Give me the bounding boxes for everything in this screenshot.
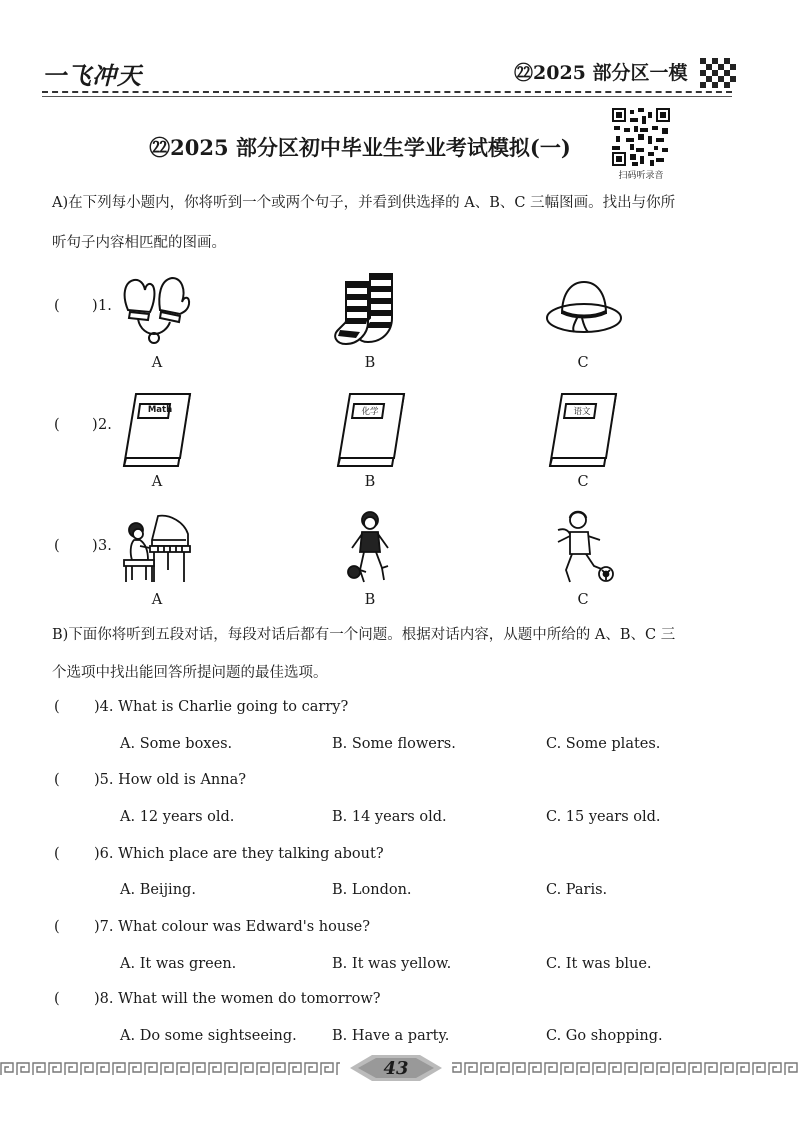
girl-playing-basketball-icon[interactable]: [342, 508, 402, 588]
option-c[interactable]: C. It was blue.: [546, 956, 652, 972]
option-a[interactable]: A. Do some sightseeing.: [120, 1028, 297, 1044]
question-text: )4. What is Charlie going to carry?: [94, 699, 349, 715]
answer-paren-open: (: [54, 772, 60, 788]
option-a[interactable]: A. It was green.: [120, 956, 237, 972]
book-title-chinese: 语文: [573, 407, 591, 417]
question-number: 3.: [98, 538, 112, 554]
question-number: 1.: [98, 298, 112, 314]
option-c[interactable]: C. Some plates.: [546, 736, 661, 752]
question-text: )6. Which place are they talking about?: [94, 846, 384, 862]
girl-playing-football-icon[interactable]: [550, 508, 620, 588]
picture-label-c: C: [577, 592, 589, 608]
option-b[interactable]: B. London.: [332, 882, 412, 898]
option-c[interactable]: C. Paris.: [546, 882, 608, 898]
answer-paren-open: (: [54, 919, 60, 935]
answer-paren-open: (: [54, 699, 60, 715]
picture-label-c: C: [577, 474, 589, 490]
picture-label-a: A: [151, 355, 163, 371]
girl-playing-piano-icon[interactable]: [118, 510, 194, 586]
page-number: 43: [383, 1058, 409, 1079]
math-book-icon[interactable]: [120, 390, 194, 470]
picture-label-a: A: [151, 474, 163, 490]
page-title: ㉒2025 部分区初中毕业生学业考试模拟(一): [149, 135, 571, 160]
section-b-instruction-1: B)下面你将听到五段对话，每段对话后都有一个问题。根据对话内容，从题中所给的 A、B、C 三: [52, 627, 676, 643]
header-rule-dashed: [42, 91, 732, 93]
answer-paren-open: (: [54, 298, 60, 314]
picture-label-b: B: [364, 474, 376, 490]
striped-socks-icon[interactable]: [332, 270, 410, 348]
question-text: )8. What will the women do tomorrow?: [94, 991, 381, 1007]
picture-label-a: A: [151, 592, 163, 608]
answer-paren-close: ): [92, 417, 98, 433]
question-number: 2.: [98, 417, 112, 433]
brand-logo-text: 一飞冲天: [42, 62, 142, 90]
answer-blank-2[interactable]: [52, 409, 88, 435]
answer-paren-open: (: [54, 538, 60, 554]
section-a-instruction-2: 听句子内容相匹配的图画。: [52, 235, 226, 251]
answer-paren-open: (: [54, 846, 60, 862]
section-a-instruction-1: A)在下列每小题内，你将听到一个或两个句子，并看到供选择的 A、B、C 三幅图画。找出与你所: [52, 195, 676, 211]
picture-label-b: B: [364, 592, 376, 608]
question-text: )7. What colour was Edward's house?: [94, 919, 371, 935]
answer-paren-close: ): [92, 538, 98, 554]
option-b[interactable]: B. Some flowers.: [332, 736, 456, 752]
header-rule: [42, 96, 732, 97]
header-exam-tag: ㉒2025 部分区一模: [514, 62, 688, 84]
hat-icon[interactable]: [544, 276, 624, 344]
option-a[interactable]: A. Some boxes.: [120, 736, 233, 752]
chinese-book-icon[interactable]: [546, 390, 620, 470]
option-b[interactable]: B. 14 years old.: [332, 809, 447, 825]
qr-code-icon[interactable]: [612, 108, 670, 166]
option-a[interactable]: A. 12 years old.: [120, 809, 235, 825]
book-title-math: Math: [147, 405, 173, 415]
option-b[interactable]: B. It was yellow.: [332, 956, 452, 972]
picture-label-b: B: [364, 355, 376, 371]
answer-paren-open: (: [54, 417, 60, 433]
answer-blank-5[interactable]: [52, 767, 92, 791]
option-c[interactable]: C. Go shopping.: [546, 1028, 663, 1044]
answer-blank-4[interactable]: [52, 694, 92, 718]
option-a[interactable]: A. Beijing.: [120, 882, 196, 898]
picture-label-c: C: [577, 355, 589, 371]
option-c[interactable]: C. 15 years old.: [546, 809, 661, 825]
answer-paren-open: (: [54, 991, 60, 1007]
book-title-chemistry: 化学: [361, 407, 379, 417]
answer-blank-8[interactable]: [52, 986, 92, 1010]
answer-blank-1[interactable]: [52, 290, 88, 316]
option-b[interactable]: B. Have a party.: [332, 1028, 450, 1044]
answer-blank-7[interactable]: [52, 914, 92, 938]
mittens-icon[interactable]: [118, 272, 194, 348]
section-b-instruction-2: 个选项中找出能回答所提问题的最佳选项。: [52, 665, 328, 681]
question-text: )5. How old is Anna?: [94, 772, 247, 788]
checker-decoration: [700, 58, 736, 88]
answer-blank-6[interactable]: [52, 841, 92, 865]
qr-caption: 扫码听录音: [618, 171, 664, 181]
chemistry-book-icon[interactable]: [334, 390, 408, 470]
answer-paren-close: ): [92, 298, 98, 314]
answer-blank-3[interactable]: [52, 530, 88, 556]
